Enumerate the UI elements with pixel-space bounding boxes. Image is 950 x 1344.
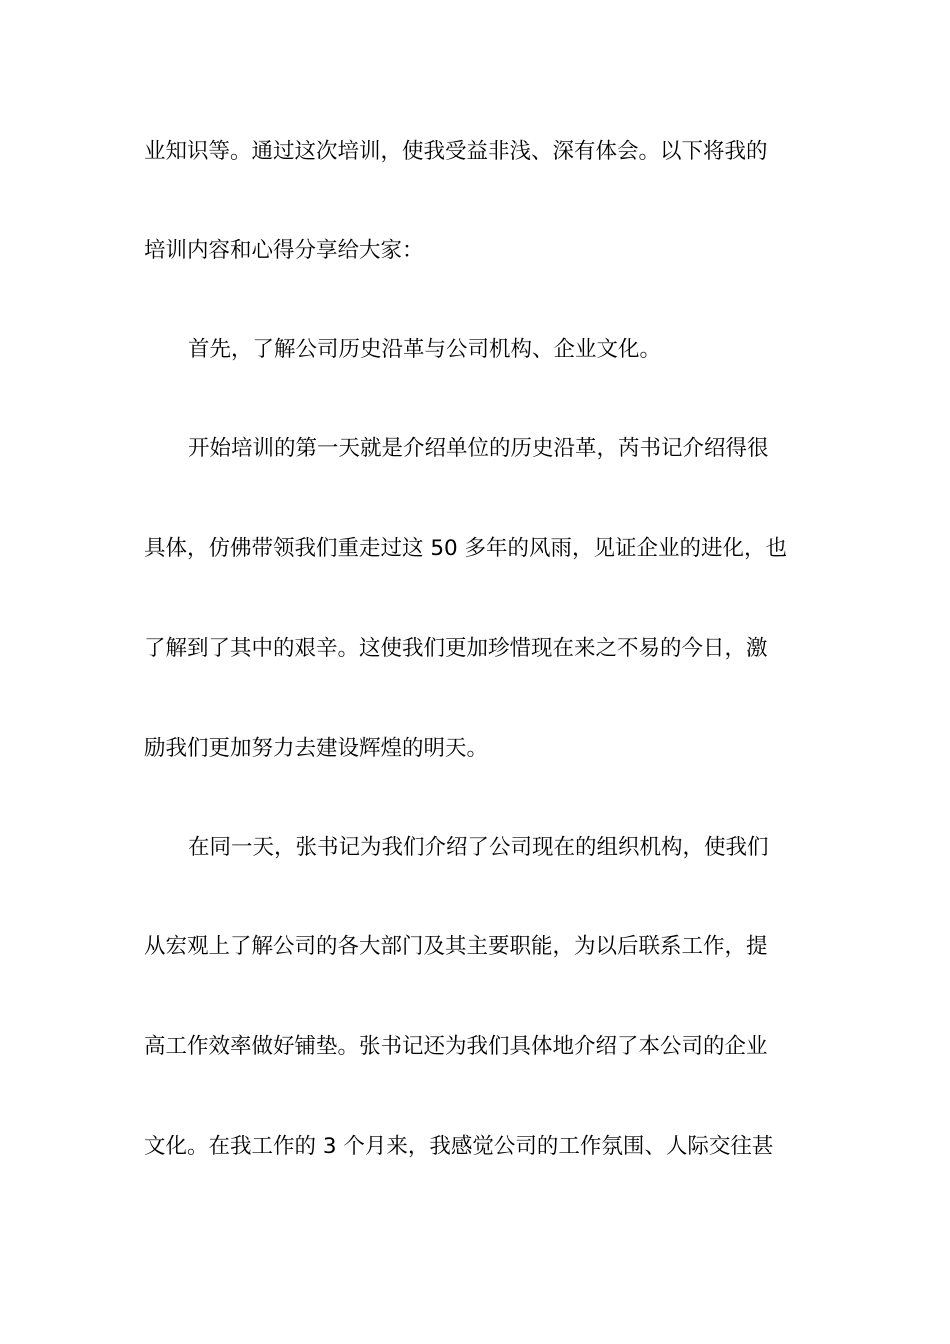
paragraph-first-line: 在同一天，张书记为我们介绍了公司现在的组织机构，使我们 [188,835,769,860]
text-line: 了解到了其中的艰辛。这使我们更加珍惜现在来之不易的今日，激 [144,636,768,661]
text-line: 业知识等。通过这次培训，使我受益非浅、深有体会。以下将我的 [144,139,768,164]
text-line: 文化。在我工作的 3 个月来，我感觉公司的工作氛围、人际交往甚 [144,1134,774,1159]
text-line: 从宏观上了解公司的各大部门及其主要职能，为以后联系工作，提 [144,934,768,959]
text-line: 励我们更加努力去建设辉煌的明天。 [144,736,489,761]
paragraph-first-line: 开始培训的第一天就是介绍单位的历史沿革，芮书记介绍得很 [188,436,769,461]
text-line: 高工作效率做好铺垫。张书记还为我们具体地介绍了本公司的企业 [144,1034,768,1059]
paragraph-first-line: 首先，了解公司历史沿革与公司机构、企业文化。 [188,337,662,362]
text-line: 培训内容和心得分享给大家： [144,238,424,263]
text-line: 具体，仿佛带领我们重走过这 50 多年的风雨，见证企业的进化，也 [144,536,788,561]
